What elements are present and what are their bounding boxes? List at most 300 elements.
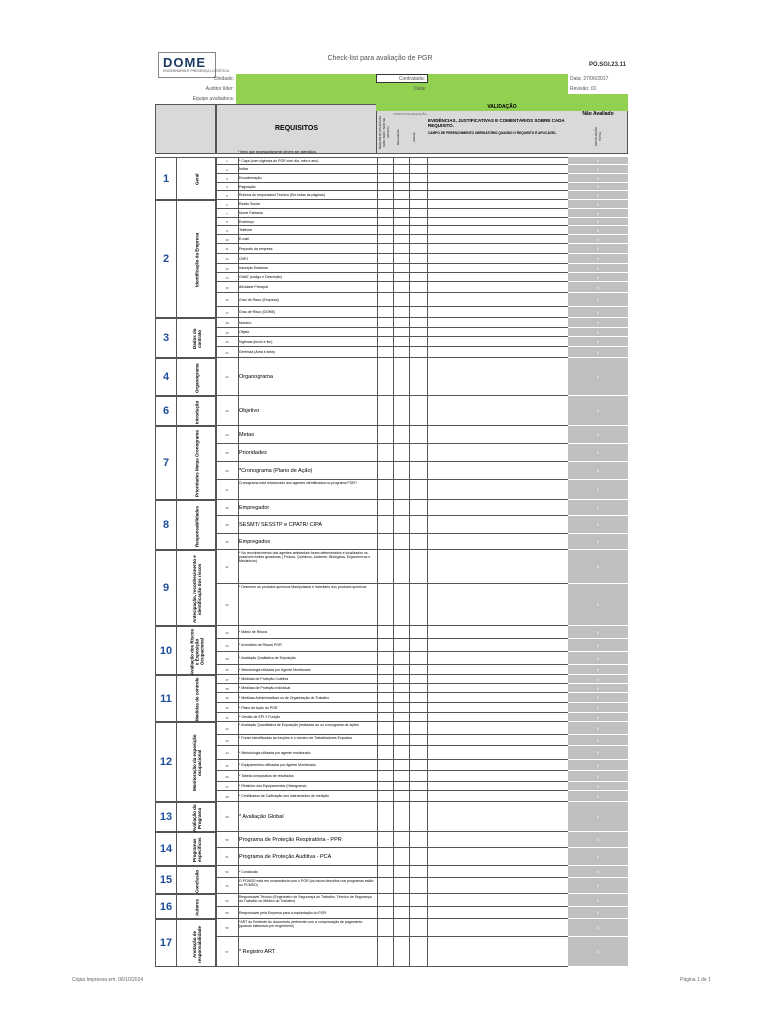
requisito-aplicavel-cell[interactable] <box>377 358 393 395</box>
evidencias-cell[interactable] <box>427 534 568 549</box>
logo-text: DOME <box>163 55 206 70</box>
atende-cell[interactable] <box>409 550 427 583</box>
section-label: Organograma <box>194 363 200 393</box>
section-number: 12 <box>159 756 173 768</box>
evidencias-cell[interactable] <box>427 358 568 395</box>
section-block <box>155 675 216 722</box>
score-cell: 0 <box>568 209 628 218</box>
atende-cell[interactable] <box>409 426 427 443</box>
atende-cell[interactable] <box>409 652 427 664</box>
atende-cell[interactable] <box>409 254 427 263</box>
nao-avaliado-header: Não Avaliado <box>582 111 614 117</box>
atende-cell[interactable] <box>409 703 427 712</box>
nao-atende-cell[interactable] <box>393 639 409 651</box>
evidencias-cell[interactable] <box>427 550 568 583</box>
requisito-aplicavel-cell[interactable] <box>377 226 393 234</box>
evidencias-cell[interactable] <box>427 500 568 515</box>
requisito-text: Responsável Técnico (Engenheiro de Segurança do Trabalho, Técnico de Segurança do Trabalho ou Médico do Trabalho) <box>239 895 372 903</box>
score-cell: 0 <box>568 550 628 584</box>
requisito-aplicavel-cell[interactable] <box>377 396 393 425</box>
atende-cell[interactable] <box>409 264 427 272</box>
atende-cell[interactable] <box>409 328 427 336</box>
section-head-cell <box>155 104 216 154</box>
evidencias-cell[interactable] <box>427 878 568 893</box>
section-block <box>155 500 216 550</box>
required-note: * Itens que necessariamente devem ser atendidos. <box>238 150 317 154</box>
atende-cell[interactable] <box>409 337 427 346</box>
requisito-text: Empregados <box>239 539 271 545</box>
requisito-aplicavel-cell[interactable] <box>377 919 393 936</box>
requisito-aplicavel-cell[interactable] <box>377 264 393 272</box>
score-cell: 0 <box>568 307 628 318</box>
evidencias-cell[interactable] <box>427 191 568 199</box>
item-number: 40 <box>225 706 229 710</box>
requisito-aplicavel-cell[interactable] <box>377 626 393 638</box>
evidencias-cell[interactable] <box>427 693 568 702</box>
section-block <box>155 426 216 500</box>
atende-cell[interactable] <box>409 318 427 327</box>
requisito-aplicavel-cell[interactable] <box>377 183 393 190</box>
item-number: 7 <box>226 211 228 216</box>
nao-atende-cell[interactable] <box>393 746 409 759</box>
item-number: 57 <box>225 950 229 954</box>
evidencias-cell[interactable] <box>427 254 568 263</box>
nao-atende-cell[interactable] <box>393 848 409 865</box>
nao-atende-cell[interactable] <box>393 462 409 479</box>
evidencias-cell[interactable] <box>427 713 568 721</box>
requisito-aplicavel-cell[interactable] <box>377 218 393 225</box>
nao-atende-cell[interactable] <box>393 218 409 225</box>
atende-cell[interactable] <box>409 235 427 243</box>
atende-cell[interactable] <box>409 500 427 515</box>
requisito-aplicavel-cell[interactable] <box>377 684 393 692</box>
requisito-aplicavel-cell[interactable] <box>377 307 393 317</box>
score-cell: 0 <box>568 282 628 293</box>
requisito-aplicavel-cell[interactable] <box>377 802 393 831</box>
requisito-aplicavel-cell[interactable] <box>377 848 393 865</box>
atende-cell[interactable] <box>409 866 427 877</box>
score-cell: 0 <box>568 693 628 703</box>
requisito-aplicavel-cell[interactable] <box>377 157 393 164</box>
atende-cell[interactable] <box>409 937 427 966</box>
evidencias-cell[interactable] <box>427 183 568 190</box>
requisito-aplicavel-cell[interactable] <box>377 639 393 651</box>
requisito-aplicavel-cell[interactable] <box>377 200 393 208</box>
evidencias-cell[interactable] <box>427 894 568 906</box>
item-number: 55 <box>225 911 229 915</box>
requisito-aplicavel-cell[interactable] <box>377 318 393 327</box>
requisito-aplicavel-cell[interactable] <box>377 894 393 906</box>
evidencias-cell[interactable] <box>427 675 568 683</box>
evidencias-cell[interactable] <box>427 722 568 734</box>
atende-cell[interactable] <box>409 307 427 317</box>
score-cell: 0 <box>568 218 628 226</box>
atende-cell[interactable] <box>409 534 427 549</box>
evidencias-cell[interactable] <box>427 760 568 770</box>
nao-atende-cell[interactable] <box>393 500 409 515</box>
evidencias-cell[interactable] <box>427 264 568 272</box>
atende-cell[interactable] <box>409 722 427 734</box>
atende-cell[interactable] <box>409 832 427 847</box>
atende-cell[interactable] <box>409 226 427 234</box>
evidencias-cell[interactable] <box>427 282 568 292</box>
requisito-aplicavel-cell[interactable] <box>377 782 393 790</box>
requisito-aplicavel-cell[interactable] <box>377 462 393 479</box>
evidencias-cell[interactable] <box>427 832 568 847</box>
nao-atende-cell[interactable] <box>393 264 409 272</box>
contratada-box[interactable]: Contratada: <box>376 74 428 83</box>
requisito-aplicavel-cell[interactable] <box>377 516 393 533</box>
evidencias-cell[interactable] <box>427 226 568 234</box>
atende-cell[interactable] <box>409 771 427 781</box>
atende-cell[interactable] <box>409 684 427 692</box>
evidencias-cell[interactable] <box>427 318 568 327</box>
nao-atende-cell[interactable] <box>393 273 409 281</box>
item-number: 9 <box>226 228 228 233</box>
evidencias-header: EVIDÊNCIAS, JUSTIFICATIVAS E COMENTÁRIOS SOBRE CADA REQUISITO. <box>428 118 565 128</box>
section-number: 10 <box>159 644 173 657</box>
atende-cell[interactable] <box>409 907 427 918</box>
atende-cell[interactable] <box>409 282 427 292</box>
col-nao-atende-header: Não atende <box>396 129 400 145</box>
requisito-text: * Conclusão <box>239 869 258 874</box>
score-cell: 0 <box>568 791 628 802</box>
nao-atende-cell[interactable] <box>393 244 409 253</box>
header-revision: Revisão: 01 <box>570 86 597 92</box>
score-cell: 0 <box>568 878 628 894</box>
evidencias-cell[interactable] <box>427 665 568 674</box>
table-top-border <box>216 157 568 158</box>
requisito-text: * Avaliação Quantitativa de Exposição (realizada ao ou cronograma de ações <box>239 723 359 727</box>
evidencias-cell[interactable] <box>427 165 568 173</box>
section-label: Responsabilidades <box>194 505 200 547</box>
atende-cell[interactable] <box>409 584 427 625</box>
nao-atende-cell[interactable] <box>393 703 409 712</box>
nao-atende-cell[interactable] <box>393 684 409 692</box>
requisito-aplicavel-cell[interactable] <box>377 652 393 664</box>
atende-cell[interactable] <box>409 878 427 893</box>
score-cell: 0 <box>568 358 628 396</box>
evidencias-cell[interactable] <box>427 157 568 164</box>
evidencias-cell[interactable] <box>427 866 568 877</box>
nao-atende-cell[interactable] <box>393 282 409 292</box>
nao-atende-cell[interactable] <box>393 675 409 683</box>
evidencias-cell[interactable] <box>427 652 568 664</box>
evidencias-cell[interactable] <box>427 209 568 217</box>
score-cell: 0 <box>568 264 628 273</box>
atende-cell[interactable] <box>409 200 427 208</box>
atende-cell[interactable] <box>409 347 427 357</box>
requisito-aplicavel-cell[interactable] <box>377 550 393 583</box>
section-divider <box>176 551 177 625</box>
nao-atende-cell[interactable] <box>393 328 409 336</box>
nao-atende-cell[interactable] <box>393 200 409 208</box>
requisito-text: * Metodologia utilizada por Agente Monitorado <box>239 667 311 672</box>
requisito-aplicavel-cell[interactable] <box>377 165 393 173</box>
nao-atende-cell[interactable] <box>393 165 409 173</box>
item-number: 52 <box>225 870 229 874</box>
nao-atende-cell[interactable] <box>393 760 409 770</box>
nao-atende-cell[interactable] <box>393 626 409 638</box>
atende-cell[interactable] <box>409 919 427 936</box>
requisito-text: * Capa (com vigência do PGR com dia, mês e ano) <box>239 158 319 163</box>
item-number: 12 <box>225 257 229 261</box>
requisito-text: * Matriz de Riscos <box>239 630 268 634</box>
score-cell: 0 <box>568 848 628 866</box>
requisito-aplicavel-cell[interactable] <box>377 244 393 253</box>
requisito-aplicavel-cell[interactable] <box>377 866 393 877</box>
nao-atende-cell[interactable] <box>393 191 409 199</box>
requisito-aplicavel-cell[interactable] <box>377 693 393 702</box>
requisito-text: Nome Fantasia <box>239 211 263 215</box>
nao-atende-cell[interactable] <box>393 894 409 906</box>
score-cell: 0 <box>568 894 628 907</box>
nao-atende-cell[interactable] <box>393 358 409 395</box>
nao-atende-cell[interactable] <box>393 937 409 966</box>
score-cell: 0 <box>568 157 628 165</box>
nao-atende-cell[interactable] <box>393 771 409 781</box>
evidencias-cell[interactable] <box>427 639 568 651</box>
evidencias-cell[interactable] <box>427 337 568 346</box>
nao-atende-cell[interactable] <box>393 444 409 461</box>
requisito-aplicavel-cell[interactable] <box>377 347 393 357</box>
evidencias-cell[interactable] <box>427 347 568 357</box>
evidencias-cell[interactable] <box>427 462 568 479</box>
nao-atende-cell[interactable] <box>393 254 409 263</box>
requisito-text: Vigência (início e fim) <box>239 339 273 344</box>
evidencias-cell[interactable] <box>427 396 568 425</box>
evidencias-cell[interactable] <box>427 937 568 966</box>
nao-atende-cell[interactable] <box>393 722 409 734</box>
requisito-aplicavel-cell[interactable] <box>377 791 393 801</box>
requisito-aplicavel-cell[interactable] <box>377 282 393 292</box>
evidencias-cell[interactable] <box>427 802 568 831</box>
nao-atende-cell[interactable] <box>393 652 409 664</box>
atende-cell[interactable] <box>409 760 427 770</box>
nao-atende-cell[interactable] <box>393 337 409 346</box>
requisito-aplicavel-cell[interactable] <box>377 746 393 759</box>
atende-cell[interactable] <box>409 174 427 182</box>
requisito-aplicavel-cell[interactable] <box>377 713 393 721</box>
item-number: 2 <box>226 167 228 172</box>
evidencias-cell[interactable] <box>427 273 568 281</box>
evidencias-cell[interactable] <box>427 244 568 253</box>
score-cell: 0 <box>568 937 628 967</box>
requisito-aplicavel-cell[interactable] <box>377 426 393 443</box>
requisito-aplicavel-cell[interactable] <box>377 878 393 893</box>
atende-cell[interactable] <box>409 626 427 638</box>
score-cell: 0 <box>568 396 628 426</box>
nao-atende-cell[interactable] <box>393 318 409 327</box>
atende-cell[interactable] <box>409 746 427 759</box>
requisito-text: Endereço <box>239 219 254 224</box>
nao-atende-cell[interactable] <box>393 878 409 893</box>
atende-cell[interactable] <box>409 693 427 702</box>
atende-cell[interactable] <box>409 665 427 674</box>
atende-cell[interactable] <box>409 848 427 865</box>
evidencias-cell[interactable] <box>427 907 568 918</box>
nao-atende-cell[interactable] <box>393 174 409 182</box>
table-row <box>216 584 568 626</box>
nao-atende-cell[interactable] <box>393 907 409 918</box>
requisito-aplicavel-cell[interactable] <box>377 273 393 281</box>
item-number: 22 <box>225 375 229 379</box>
atende-cell[interactable] <box>409 191 427 199</box>
atende-cell[interactable] <box>409 802 427 831</box>
requisito-aplicavel-cell[interactable] <box>377 760 393 770</box>
nao-atende-cell[interactable] <box>393 307 409 317</box>
evidencias-cell[interactable] <box>427 782 568 790</box>
evidencias-cell[interactable] <box>427 919 568 936</box>
requisito-aplicavel-cell[interactable] <box>377 254 393 263</box>
atende-cell[interactable] <box>409 293 427 306</box>
nao-atende-cell[interactable] <box>393 832 409 847</box>
requisito-aplicavel-cell[interactable] <box>377 937 393 966</box>
nao-atende-cell[interactable] <box>393 791 409 801</box>
nao-atende-cell[interactable] <box>393 866 409 877</box>
atende-cell[interactable] <box>409 165 427 173</box>
nao-atende-cell[interactable] <box>393 480 409 499</box>
requisito-aplicavel-cell[interactable] <box>377 832 393 847</box>
atende-cell[interactable] <box>409 444 427 461</box>
nao-atende-cell[interactable] <box>393 534 409 549</box>
evidencias-cell[interactable] <box>427 848 568 865</box>
requisito-text: Metas <box>239 432 254 438</box>
evidencias-cell[interactable] <box>427 771 568 781</box>
nao-atende-cell[interactable] <box>393 735 409 745</box>
requisito-aplicavel-cell[interactable] <box>377 337 393 346</box>
score-cell: 0 <box>568 832 628 848</box>
atende-cell[interactable] <box>409 713 427 721</box>
evidencias-cell[interactable] <box>427 307 568 317</box>
equipe-field[interactable] <box>236 94 628 104</box>
requisito-aplicavel-cell[interactable] <box>377 174 393 182</box>
atende-cell[interactable] <box>409 157 427 164</box>
atende-cell[interactable] <box>409 183 427 190</box>
item-number: 34 <box>225 643 229 648</box>
unidade-label: Unidade: <box>213 76 234 82</box>
requisito-aplicavel-cell[interactable] <box>377 771 393 781</box>
evidencias-cell[interactable] <box>427 735 568 745</box>
nao-atende-cell[interactable] <box>393 665 409 674</box>
requisito-aplicavel-cell[interactable] <box>377 500 393 515</box>
section-number: 9 <box>162 582 170 594</box>
evidencias-cell[interactable] <box>427 703 568 712</box>
section-divider <box>176 627 177 674</box>
nao-atende-cell[interactable] <box>393 157 409 164</box>
evidencias-cell[interactable] <box>427 516 568 533</box>
nao-atende-cell[interactable] <box>393 693 409 702</box>
requisito-aplicavel-cell[interactable] <box>377 328 393 336</box>
requisito-aplicavel-cell[interactable] <box>377 675 393 683</box>
evidencias-cell[interactable] <box>427 174 568 182</box>
nao-atende-cell[interactable] <box>393 516 409 533</box>
atende-cell[interactable] <box>409 894 427 906</box>
requisito-aplicavel-cell[interactable] <box>377 293 393 306</box>
requisito-aplicavel-cell[interactable] <box>377 665 393 674</box>
atende-cell[interactable] <box>409 273 427 281</box>
requisito-aplicavel-cell[interactable] <box>377 235 393 243</box>
evidencias-cell[interactable] <box>427 426 568 443</box>
item-number: 20 <box>225 340 229 344</box>
atende-cell[interactable] <box>409 218 427 225</box>
requisito-aplicavel-cell[interactable] <box>377 584 393 625</box>
evidencias-cell[interactable] <box>427 293 568 306</box>
evidencias-cell[interactable] <box>427 791 568 801</box>
evidencias-cell[interactable] <box>427 746 568 759</box>
requisito-aplicavel-cell[interactable] <box>377 722 393 734</box>
requisito-aplicavel-cell[interactable] <box>377 191 393 199</box>
nao-atende-cell[interactable] <box>393 919 409 936</box>
atende-cell[interactable] <box>409 735 427 745</box>
evidencias-cell[interactable] <box>427 626 568 638</box>
evidencias-cell[interactable] <box>427 480 568 499</box>
requisito-text: * Metodologia utilizada por agente monitorado <box>239 750 311 755</box>
atende-cell[interactable] <box>409 516 427 533</box>
requisito-aplicavel-cell[interactable] <box>377 444 393 461</box>
nao-atende-cell[interactable] <box>393 235 409 243</box>
nao-atende-cell[interactable] <box>393 713 409 721</box>
nao-atende-cell[interactable] <box>393 802 409 831</box>
requisito-aplicavel-cell[interactable] <box>377 907 393 918</box>
atende-cell[interactable] <box>409 480 427 499</box>
requisito-text: Preposto da empresa <box>239 246 273 251</box>
atende-cell[interactable] <box>409 462 427 479</box>
score-cell: 0 <box>568 500 628 516</box>
evidencias-cell[interactable] <box>427 584 568 625</box>
nao-atende-cell[interactable] <box>393 426 409 443</box>
nao-atende-cell[interactable] <box>393 347 409 357</box>
requisito-text: * Equipamentos utilizados por Agente Monitorado <box>239 763 316 767</box>
atende-cell[interactable] <box>409 675 427 683</box>
item-number: 38 <box>225 686 229 691</box>
nao-atende-cell[interactable] <box>393 550 409 583</box>
requisito-aplicavel-cell[interactable] <box>377 735 393 745</box>
requisito-aplicavel-cell[interactable] <box>377 534 393 549</box>
atende-cell[interactable] <box>409 396 427 425</box>
requisito-text: * Medidas de Proteção Coletiva <box>239 677 289 681</box>
nao-atende-cell[interactable] <box>393 396 409 425</box>
evidencias-cell[interactable] <box>427 328 568 336</box>
nao-atende-cell[interactable] <box>393 584 409 625</box>
requisito-text: Objeto <box>239 330 250 334</box>
atende-cell[interactable] <box>409 639 427 651</box>
evidencias-cell[interactable] <box>427 444 568 461</box>
nao-atende-cell[interactable] <box>393 183 409 190</box>
atende-cell[interactable] <box>409 244 427 253</box>
evidencias-cell[interactable] <box>427 235 568 243</box>
requisito-aplicavel-cell[interactable] <box>377 480 393 499</box>
section-block <box>155 894 216 919</box>
evidencias-cell[interactable] <box>427 200 568 208</box>
evidencias-cell[interactable] <box>427 218 568 225</box>
requisito-aplicavel-cell[interactable] <box>377 703 393 712</box>
evidencias-cell[interactable] <box>427 684 568 692</box>
requisito-aplicavel-cell[interactable] <box>377 209 393 217</box>
requisito-text: * Medidas de Proteção Individual <box>239 686 291 690</box>
nao-atende-cell[interactable] <box>393 293 409 306</box>
nao-atende-cell[interactable] <box>393 782 409 790</box>
atende-cell[interactable] <box>409 782 427 790</box>
requisito-text: Prioridades <box>239 450 267 456</box>
score-cell: 0 <box>568 200 628 209</box>
atende-cell[interactable] <box>409 791 427 801</box>
nao-atende-cell[interactable] <box>393 226 409 234</box>
atende-cell[interactable] <box>409 209 427 217</box>
section-number: 16 <box>159 900 173 913</box>
atende-cell[interactable] <box>409 358 427 395</box>
nao-atende-cell[interactable] <box>393 209 409 217</box>
